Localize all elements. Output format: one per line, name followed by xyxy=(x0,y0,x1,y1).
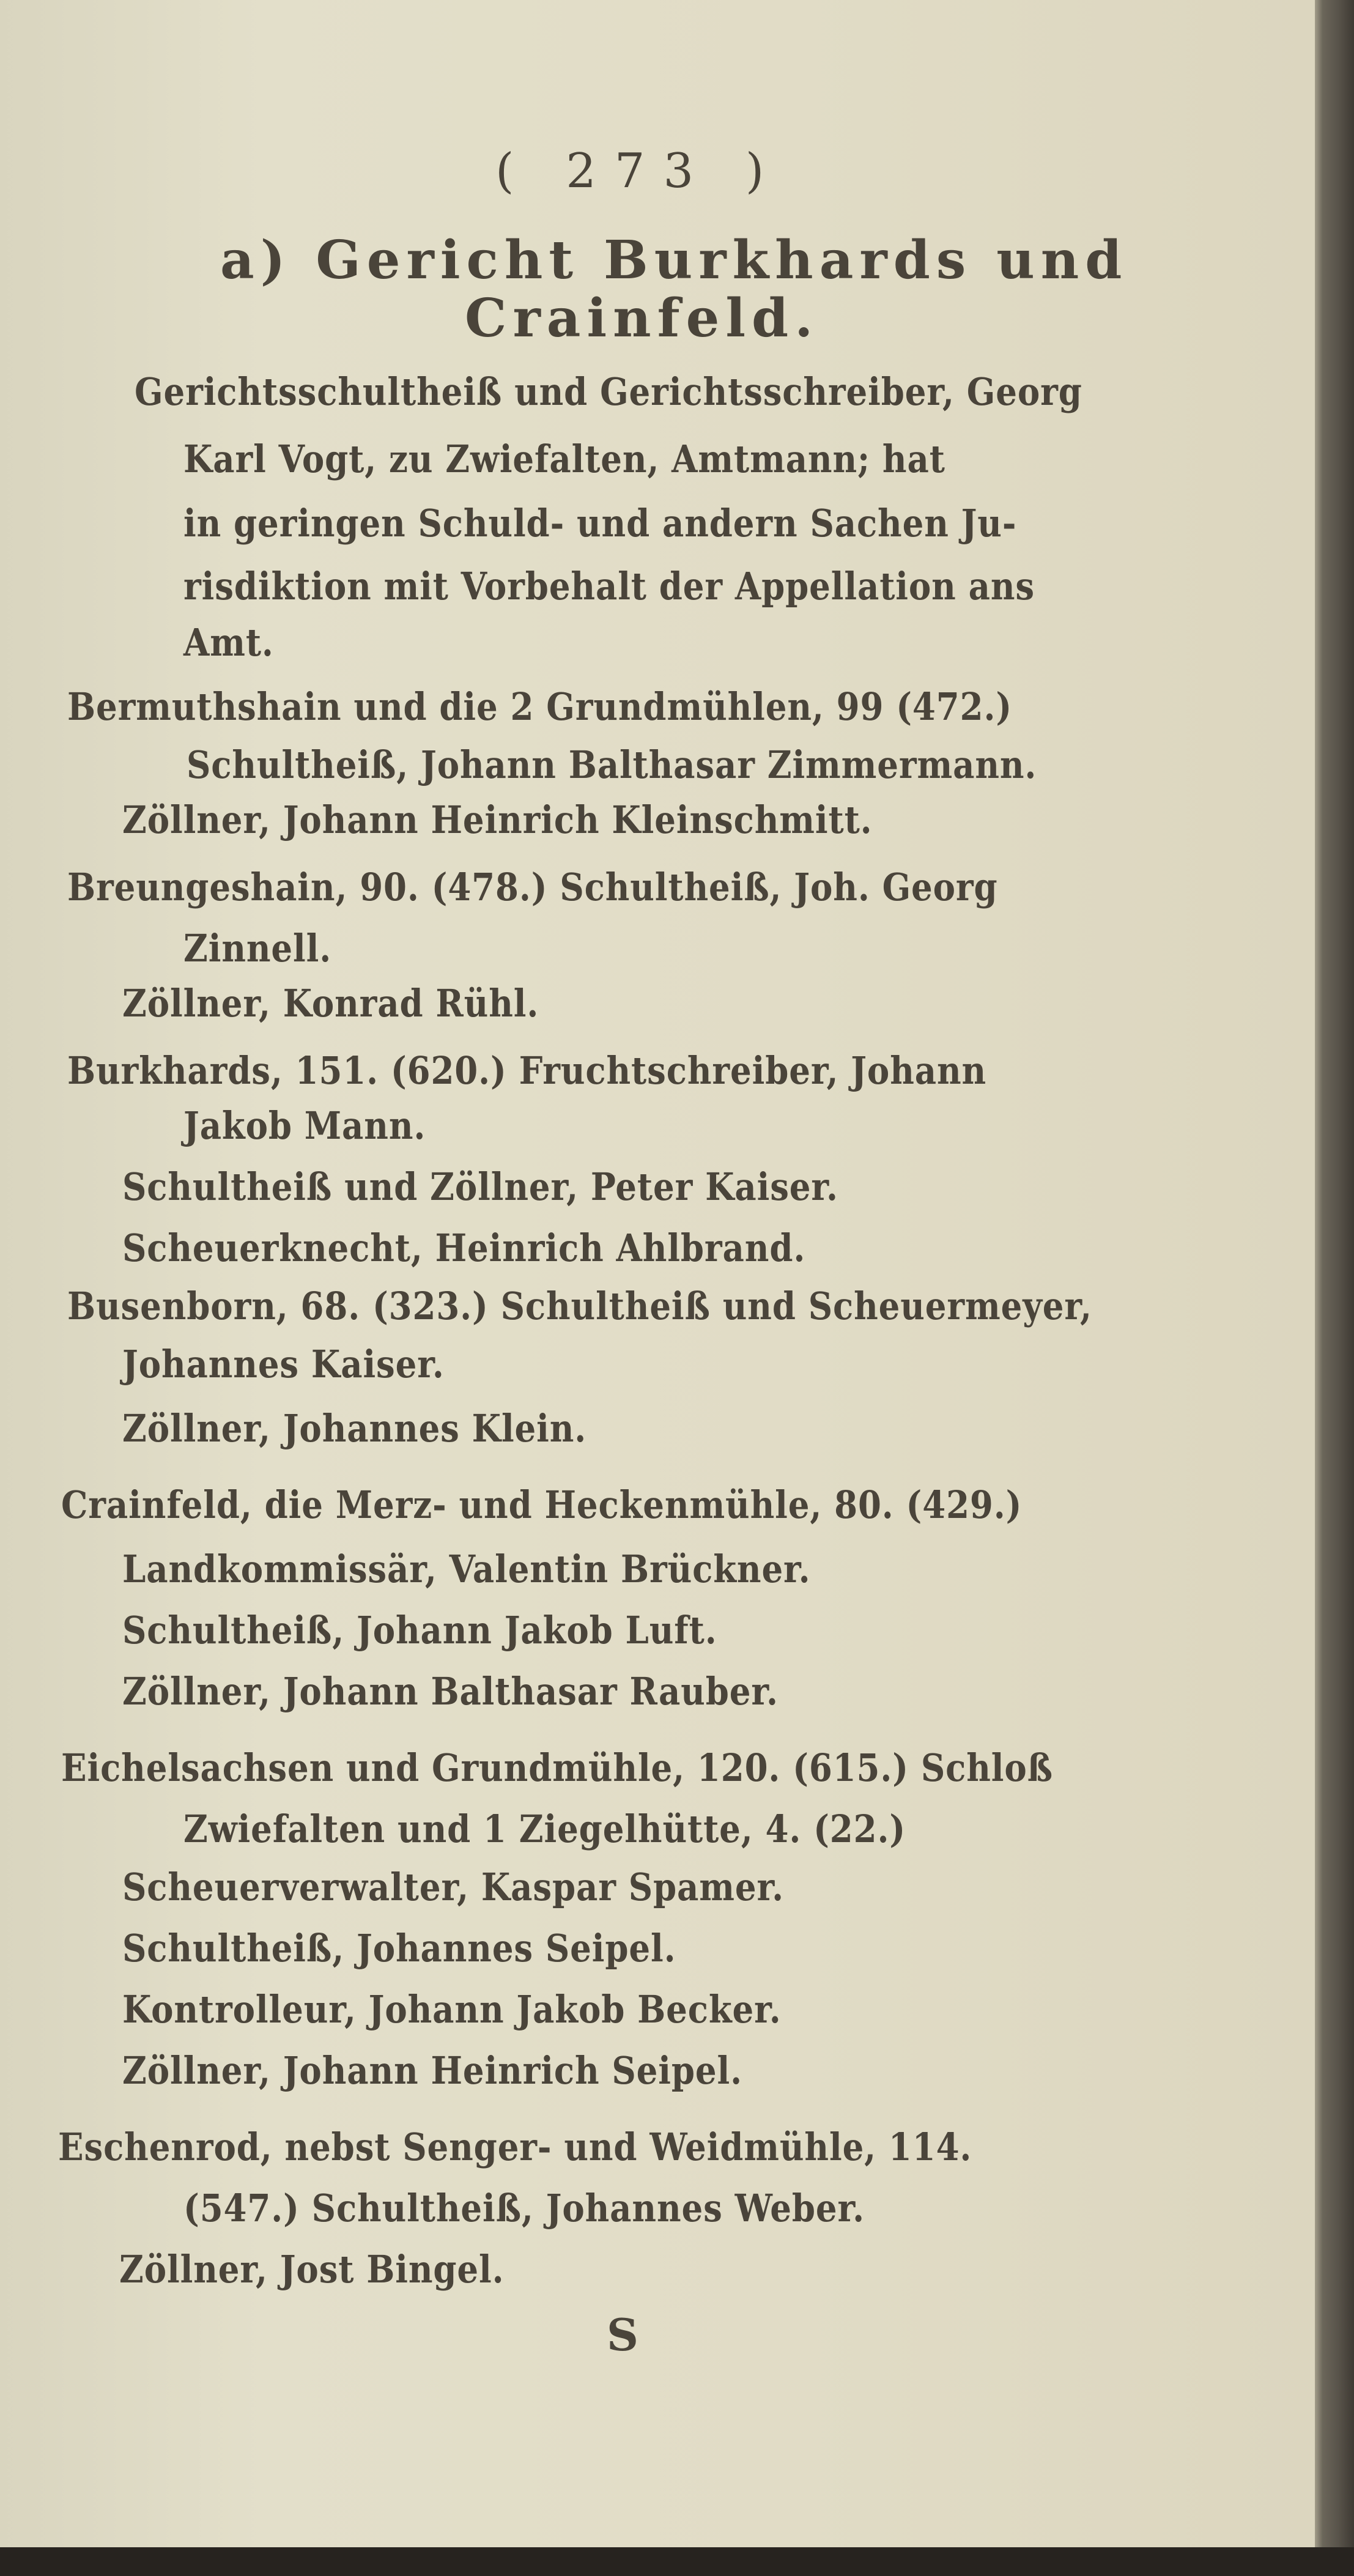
page-number: ( 273 ) xyxy=(495,144,783,199)
text-line: Zwiefalten und 1 Ziegelhütte, 4. (22.) xyxy=(183,1807,906,1851)
text-line: (547.) Schultheiß, Johannes Weber. xyxy=(183,2186,865,2230)
text-line: Schultheiß, Johannes Seipel. xyxy=(122,1926,676,1971)
text-line: Zinnell. xyxy=(183,926,332,971)
text-line: Johannes Kaiser. xyxy=(122,1342,445,1386)
book-binding-edge xyxy=(1315,0,1354,2576)
text-line: risdiktion mit Vorbehalt der Appellation ans xyxy=(183,564,1035,609)
text-line: Schultheiß, Johann Balthasar Zimmermann. xyxy=(187,742,1037,787)
text-line: Eichelsachsen und Grundmühle, 120. (615.) Schloß xyxy=(61,1745,1053,1790)
section-heading-line-1: a) Gericht Burkhards und xyxy=(220,229,1128,291)
text-line: Zöllner, Johann Heinrich Kleinschmitt. xyxy=(122,798,873,842)
text-line: Zöllner, Johann Heinrich Seipel. xyxy=(122,2048,742,2093)
text-line: Landkommissär, Valentin Brückner. xyxy=(122,1547,811,1591)
scan-background xyxy=(0,2547,1354,2576)
text-line: Breungeshain, 90. (478.) Schultheiß, Joh. Georg xyxy=(67,865,998,909)
text-line: Eschenrod, nebst Senger- und Weidmühle, 114. xyxy=(58,2125,972,2169)
text-line: Scheuerknecht, Heinrich Ahlbrand. xyxy=(122,1226,806,1270)
text-line: Jakob Mann. xyxy=(183,1103,426,1148)
text-line: Zöllner, Konrad Rühl. xyxy=(122,981,539,1026)
text-line: Crainfeld, die Merz- und Heckenmühle, 80. (429.) xyxy=(61,1482,1023,1527)
text-line: Amt. xyxy=(183,620,274,665)
text-line: Zöllner, Johann Balthasar Rauber. xyxy=(122,1669,779,1714)
text-line: Bermuthshain und die 2 Grundmühlen, 99 (472.) xyxy=(67,684,1013,729)
text-line: in geringen Schuld- und andern Sachen Ju- xyxy=(183,501,1017,546)
text-line: Busenborn, 68. (323.) Schultheiß und Scheuermeyer, xyxy=(67,1284,1092,1328)
text-line: Zöllner, Jost Bingel. xyxy=(119,2247,505,2292)
text-line: Schultheiß, Johann Jakob Luft. xyxy=(122,1608,717,1653)
section-heading-line-2: Crainfeld. xyxy=(465,287,819,349)
signature-mark: S xyxy=(607,2309,638,2361)
text-line: Gerichtsschultheiß und Gerichtsschreiber, Georg xyxy=(135,369,1082,414)
text-line: Schultheiß und Zöllner, Peter Kaiser. xyxy=(122,1164,838,1209)
text-line: Karl Vogt, zu Zwiefalten, Amtmann; hat xyxy=(183,437,945,481)
text-line: Scheuerverwalter, Kaspar Spamer. xyxy=(122,1865,784,1909)
text-line: Kontrolleur, Johann Jakob Becker. xyxy=(122,1987,782,2032)
text-line: Zöllner, Johannes Klein. xyxy=(122,1406,587,1451)
text-line: Burkhards, 151. (620.) Fruchtschreiber, Johann xyxy=(67,1048,987,1093)
